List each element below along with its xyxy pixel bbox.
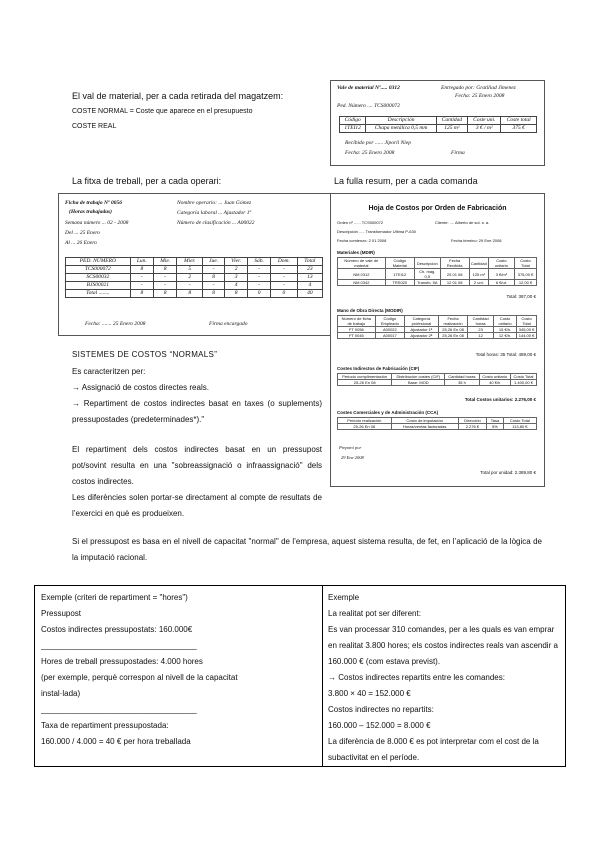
hoja-cca-table bbox=[337, 417, 537, 430]
capacitat-paragraph: Si el pressupost es basa en el nivell de capacitat "normal" de l’empresa, aquest sistema resulta, de fet, en l’aplicació de la lògica de la imputació racional. bbox=[72, 537, 542, 562]
sistemes-heading: SISTEMES DE COSTOS “NORMALS” bbox=[72, 350, 218, 359]
mat-cell: NM 0342 bbox=[338, 280, 386, 286]
ficha-cell: 5 bbox=[177, 266, 203, 274]
ficha-cell: 4 bbox=[224, 282, 247, 290]
example-right-line: La realitat pot ser diferent: bbox=[328, 609, 421, 618]
ficha-cell: - bbox=[130, 282, 153, 290]
mat-cell: 2 uni. bbox=[469, 280, 488, 286]
mano-cell: 25,26 En 08 bbox=[438, 333, 467, 339]
mano-cell: 12 €/h. bbox=[494, 333, 517, 339]
ficha-cell: 8 bbox=[154, 290, 177, 298]
ficha-header: Dom. bbox=[271, 258, 298, 266]
ficha-header: Mie. bbox=[154, 258, 177, 266]
vale-recibido: Recibido por ...... Jiporil Niep bbox=[345, 140, 411, 146]
vale-header: Coste uni. bbox=[468, 117, 501, 125]
coste-real-note: COSTE REAL bbox=[72, 123, 117, 130]
table-row bbox=[66, 274, 323, 282]
ficha-fecha: Fecha: ....... 25 Enero 2008 bbox=[85, 321, 146, 327]
hoja-descripcion: Descripción ..... Transformador Ultima P-630 bbox=[337, 229, 416, 234]
vale-header: Cantidad bbox=[436, 117, 467, 125]
example-right-line: 3.800 × 40 = 152.000 € bbox=[328, 689, 411, 698]
ficha-heading: La fitxa de treball, per a cada operari: bbox=[72, 176, 222, 186]
mano-cell: 144,00 € bbox=[517, 333, 537, 339]
mano-cell: Ajustador 2ª bbox=[405, 333, 439, 339]
cif-header: Costo Total bbox=[510, 374, 536, 380]
mano-cell: A00017 bbox=[375, 333, 404, 339]
cif-cell: 35 h bbox=[445, 380, 479, 386]
cca-cell: 25-26 En 08 bbox=[338, 424, 392, 430]
ficha-nombre: Nombre operario: ... Juan Gómez bbox=[177, 200, 252, 206]
vale-header: Coste total bbox=[501, 117, 537, 125]
mat-cell: Transfo. 5A bbox=[414, 280, 440, 286]
vale-fecha2: Fecha: 25 Enero 2008 bbox=[345, 150, 395, 156]
ficha-cell: - bbox=[248, 282, 271, 290]
hoja-sec-materiales: Materiales (MDIR) bbox=[337, 250, 375, 255]
ficha-header: PED. NÚMERO bbox=[66, 258, 131, 266]
ficha-header: Jue. bbox=[203, 258, 225, 266]
example-left-line: 160.000 / 4.000 = 40 € per hora treballada bbox=[41, 737, 191, 746]
mat-cell: 12,00 € bbox=[515, 280, 537, 286]
mano-cell: A00022 bbox=[375, 327, 404, 333]
mat-header: Descripción bbox=[414, 258, 440, 269]
example-right-line: Exemple bbox=[328, 593, 360, 602]
hoja-total-final: Total por unidad: 2.389,80 € bbox=[480, 470, 536, 475]
ficha-header: Total bbox=[297, 258, 322, 266]
mat-header: Fecha Recibida bbox=[440, 258, 469, 269]
ficha-cell: 8 bbox=[177, 290, 203, 298]
ficha-cell: 0 bbox=[271, 290, 298, 298]
mat-cell: 25 01 08 bbox=[440, 269, 469, 280]
ficha-firma: Firma encargado bbox=[209, 321, 248, 327]
table-row bbox=[66, 290, 323, 298]
ficha-categoria: Categoría laboral ... Ajustador 1ª bbox=[177, 210, 251, 216]
ficha-cell: - bbox=[248, 274, 271, 282]
example-right-line: Es van processar 310 comandes, per a les quals es van emprar en realitat 3.800 hores; els costos indirectes reals van ascendir a 160.000 € (com estava previst). bbox=[328, 625, 558, 666]
mano-cell: 345,00 € bbox=[517, 327, 537, 333]
mat-cell: 6 €/ut. bbox=[488, 280, 514, 286]
example-table bbox=[34, 585, 566, 767]
hoja-fecha-comienzo: Fecha comienzo: 2 01 2008 bbox=[337, 238, 387, 243]
sistemes-p3: → Repartiment de costos indirectes basat en taxes (o suplements) pressupostades (predeterminades*)." bbox=[72, 399, 322, 424]
sistemes-body bbox=[72, 364, 322, 522]
mat-header: Número de vale de material bbox=[338, 258, 386, 269]
sistemes-p5: Les diferències solen portar-se directament al compte de resultats de l’exercici en què es produeixen. bbox=[72, 493, 322, 518]
cca-cell: 5% bbox=[487, 424, 504, 430]
ficha-cell: 8 bbox=[130, 266, 153, 274]
hoja-sec-cif: Costes Indirectos de Fabricación (CIF) bbox=[337, 366, 420, 371]
mano-cell: FT 0056 bbox=[338, 327, 376, 333]
ficha-cell: 8 bbox=[130, 290, 153, 298]
mat-cell: Ch. mag. 0,5 bbox=[414, 269, 440, 280]
mano-header: Cantidad horas bbox=[468, 316, 494, 327]
example-left-line: ___________________________________ bbox=[41, 641, 197, 650]
ficha-cell: 8 bbox=[154, 266, 177, 274]
ficha-cell: 8 bbox=[224, 290, 247, 298]
ficha-header: Vier. bbox=[224, 258, 247, 266]
cca-cell: 113,80 € bbox=[503, 424, 536, 430]
mat-cell: 1TEI12 bbox=[385, 269, 414, 280]
ficha-cell: 23 bbox=[297, 266, 322, 274]
ficha-cell: TCS000072 bbox=[66, 266, 131, 274]
vale-cell: Chapa metálica 0,5 mm bbox=[366, 125, 436, 133]
example-right-line: 160.000 – 152.000 = 8.000 € bbox=[328, 721, 431, 730]
hoja-heading: La fulla resum, per a cada comanda bbox=[334, 176, 478, 186]
vale-firma: Firma bbox=[451, 150, 465, 156]
ficha-del: Del ... 25 Enero bbox=[65, 230, 100, 236]
vale-header: Código bbox=[340, 117, 366, 125]
ficha-cell: SCS00032 bbox=[66, 274, 131, 282]
cif-header: Periodo cumplimentación bbox=[338, 374, 392, 380]
hoja-title: Hoja de Costos por Orden de Fabricación bbox=[368, 205, 507, 212]
example-left-line: Taxa de repartiment pressupostada: bbox=[41, 721, 169, 730]
example-left-line: Pressupost bbox=[41, 609, 82, 618]
ficha-cell: BJS00021 bbox=[66, 282, 131, 290]
ficha-cell: - bbox=[130, 274, 153, 282]
mat-cell: TRS020 bbox=[385, 280, 414, 286]
mat-cell: NM 0312 bbox=[338, 269, 386, 280]
coste-normal-note: COSTE NORMAL = Coste que aparece en el presupuesto bbox=[72, 108, 253, 115]
cif-cell: Base: MOD bbox=[392, 380, 445, 386]
ficha-cell: - bbox=[177, 282, 203, 290]
table-row bbox=[338, 333, 537, 339]
ficha-header: Lun. bbox=[130, 258, 153, 266]
sistemes-p1: Es caracteritzen per: bbox=[72, 367, 146, 376]
sistemes-p4: El repartiment dels costos indirectes basat en un pressupost pot/sovint resulta en una "sobreassignació o infraassignació" dels costos indirectes. bbox=[72, 445, 322, 486]
example-right-line: La diferència de 8.000 € es pot interpretar com el cost de la subactivitat en el període. bbox=[328, 737, 539, 762]
mat-header: Costo unitario bbox=[488, 258, 514, 269]
hoja-cif-table bbox=[337, 373, 537, 386]
vale-entregado: Entregado por: Gratiliad Jimenez bbox=[441, 85, 516, 91]
ficha-cell: 8 bbox=[203, 274, 225, 282]
hoja-mat-total: Total: 387,00 € bbox=[506, 294, 536, 299]
cca-cell: 2.276 € bbox=[458, 424, 486, 430]
table-row bbox=[338, 424, 537, 430]
ficha-cell: 2 bbox=[177, 274, 203, 282]
hoja-preparado: Preparó por bbox=[339, 445, 362, 450]
vale-cell: 375 € bbox=[501, 125, 537, 133]
example-left-line: Hores de treball pressupostades: 4.000 hores bbox=[41, 657, 203, 666]
example-right-line: Costos indirectes no repartits: bbox=[328, 705, 434, 714]
ficha-cell: 3 bbox=[224, 274, 247, 282]
mano-cell: 25,26 En 08 bbox=[438, 327, 467, 333]
mano-header: Costo Total bbox=[517, 316, 537, 327]
ficha-cell: 0 bbox=[248, 290, 271, 298]
mano-header: Número de ficha de trabajo bbox=[338, 316, 376, 327]
ficha-cell: 8 bbox=[203, 290, 225, 298]
mano-cell: Ajustador 1ª bbox=[405, 327, 439, 333]
cif-header: Costo unitario bbox=[479, 374, 510, 380]
mano-header: Costo unitario bbox=[494, 316, 517, 327]
ficha-al: Al ... 26 Enero bbox=[65, 240, 97, 246]
cca-header: Tasa bbox=[487, 418, 504, 424]
ficha-cell: Total ........ bbox=[66, 290, 131, 298]
ficha-header: Mier. bbox=[177, 258, 203, 266]
mat-header: Cantidad bbox=[469, 258, 488, 269]
example-right bbox=[328, 590, 560, 766]
table-row bbox=[338, 269, 537, 280]
vale-cell: 1TEI12 bbox=[340, 125, 366, 133]
ficha-header: Sáb. bbox=[248, 258, 271, 266]
ficha-cell: - bbox=[154, 282, 177, 290]
ficha-subtitle: (Horas trabajadas) bbox=[69, 209, 112, 215]
hoja-mano-total: Total horas: 35 Total: 489,00 € bbox=[475, 352, 536, 357]
mano-header: Categoría profesional bbox=[405, 316, 439, 327]
example-divider bbox=[322, 586, 323, 766]
ficha-title: Ficha de trabajo Nº 0056 bbox=[65, 200, 122, 206]
hoja-sec-cca: Costes Comerciales y de Administración (CCA) bbox=[337, 410, 439, 415]
cif-cell: 40 €/h bbox=[479, 380, 510, 386]
hoja-sec-mano: Mano de Obra Directa (MODIR) bbox=[337, 308, 403, 313]
ficha-cell: - bbox=[248, 266, 271, 274]
sistemes-p2: → Assignació de costos directes reals. bbox=[72, 383, 209, 392]
mano-cell: FT 0045 bbox=[338, 333, 376, 339]
cca-header: Costo Total bbox=[503, 418, 536, 424]
ficha-cell: - bbox=[271, 266, 298, 274]
vale-cell: 125 m² bbox=[436, 125, 467, 133]
ficha-cell: - bbox=[203, 266, 225, 274]
table-row bbox=[66, 266, 323, 274]
ficha-cell: 4 bbox=[297, 282, 322, 290]
mano-cell: 15 €/h. bbox=[494, 327, 517, 333]
ficha-cell: 40 bbox=[297, 290, 322, 298]
hoja-mano-table bbox=[337, 315, 537, 339]
ficha-cell: 13 bbox=[297, 274, 322, 282]
table-row bbox=[66, 282, 323, 290]
hoja-fecha-termino: Fecha término: 29 Ene 2008 bbox=[451, 238, 502, 243]
table-row bbox=[338, 380, 537, 386]
hoja-materiales-table bbox=[337, 257, 537, 286]
vale-fecha: Fecha: 25 Enero 2008 bbox=[455, 93, 505, 99]
example-right-line: → Costos indirectes repartits entre les comandes: bbox=[328, 673, 505, 682]
ficha-cell: - bbox=[154, 274, 177, 282]
table-row bbox=[338, 280, 537, 286]
cca-header: Costo de imputación bbox=[391, 418, 458, 424]
cca-header: Periodo realización bbox=[338, 418, 392, 424]
vale-cell: 3 € / m² bbox=[468, 125, 501, 133]
cif-cell: 25-26 En 08 bbox=[338, 380, 392, 386]
example-left-line: (per exemple, perquè correspon al nivell de la capacitat instal·lada) bbox=[41, 673, 238, 698]
mat-cell: 375,00 € bbox=[515, 269, 537, 280]
cif-cell: 1.400,00 € bbox=[510, 380, 536, 386]
hoja-cliente: Cliente: .... Alberto de sol. s. a. bbox=[435, 220, 490, 225]
ficha-cell: - bbox=[271, 282, 298, 290]
vale-header: Descripción bbox=[366, 117, 436, 125]
mat-cell: 12 01 08 bbox=[440, 280, 469, 286]
ficha-table bbox=[65, 257, 323, 298]
vale-table bbox=[339, 116, 537, 133]
ficha-cell: 2 bbox=[224, 266, 247, 274]
vale-pedido: Ped. Número .... TCS000072 bbox=[337, 103, 401, 109]
cca-cell: Horas/ventas facturadas bbox=[391, 424, 458, 430]
example-left-line: Costos indirectes pressupostats: 160.000€ bbox=[41, 625, 193, 634]
example-left-line: Exemple (criteri de repartiment = "hores") bbox=[41, 593, 188, 602]
cca-header: Dirección bbox=[458, 418, 486, 424]
ficha-semana: Semana número ... 02 - 2008 bbox=[65, 220, 129, 226]
mano-header: Código Empleado bbox=[375, 316, 404, 327]
mano-header: Fecha realización bbox=[438, 316, 467, 327]
mat-cell: 125 m² bbox=[469, 269, 488, 280]
cif-header: Cantidad horas bbox=[445, 374, 479, 380]
example-left-line: ___________________________________ bbox=[41, 705, 197, 714]
example-left bbox=[41, 590, 316, 750]
mat-header: Código Material bbox=[385, 258, 414, 269]
vale-title: Vale de material Nº..... 0312 bbox=[337, 85, 400, 91]
ficha-cell: - bbox=[271, 274, 298, 282]
hoja-cif-total: Total Costos unitarios: 2.276,00 € bbox=[464, 397, 536, 402]
ficha-cell: - bbox=[203, 282, 225, 290]
mat-cell: 3 €/m² bbox=[488, 269, 514, 280]
mano-cell: 12 bbox=[468, 333, 494, 339]
hoja-orden: Orden nº ...... TCS000072 bbox=[337, 220, 384, 225]
ficha-clasif: Número de clasificación ... A00022 bbox=[177, 220, 255, 226]
vale-heading: El val de material, per a cada retirada del magatzem: bbox=[72, 91, 284, 101]
cif-header: Distribución costes (CIF) bbox=[392, 374, 445, 380]
hoja-fecha-prep: 29 Ene 2008 bbox=[341, 455, 364, 460]
mano-cell: 23 bbox=[468, 327, 494, 333]
hoja-costos-document bbox=[330, 193, 545, 487]
ficha-trabajo-document bbox=[58, 193, 332, 336]
vale-material-document bbox=[330, 80, 545, 166]
mat-header: Costo Total bbox=[515, 258, 537, 269]
